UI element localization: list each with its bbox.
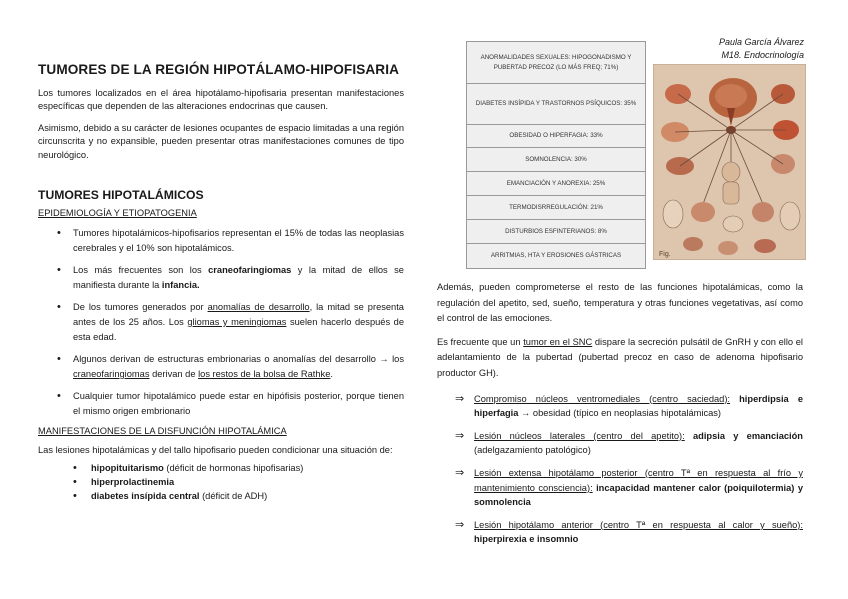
list-item: • hipopituitarismo (déficit de hormonas hipofisarias): [38, 461, 404, 475]
left-column: [38, 62, 404, 504]
list-item: ⇒ Lesión hipotálamo anterior (centro Tª en respuesta al calor y sueño): hiperpirexia e insomnio: [455, 518, 803, 545]
author-course: M18. Endocrinología: [721, 50, 804, 60]
table-cell: SOMNOLENCIA: 30%: [467, 148, 646, 172]
list-item: • Tumores hipotalámicos-hipofisarios representan el 15% de todas las neoplasias cerebrales y el 10% son hipotalámicos.: [38, 226, 404, 255]
list-item: • Los más frecuentes son los craneofaringiomas y la mitad de ellos se manifiesta durante la infancia.: [38, 263, 404, 292]
table-row: [467, 196, 646, 220]
epi-list: [38, 226, 404, 419]
endocrine-system-illustration-icon: [653, 64, 806, 260]
list-item: ⇒ Lesión núcleos laterales (centro del apetito): adipsia y emanciación (adelgazamiento patológico): [455, 429, 803, 456]
arrow-list: [437, 392, 803, 547]
list-item: • De los tumores generados por anomalías de desarrollo, la mitad se presenta antes de los 25 años. Los gliomas y meningiomas suelen hacerlo después de esta edad.: [38, 300, 404, 344]
table-row: [467, 220, 646, 244]
table-cell: DISTURBIOS ESFINTERIANOS: 8%: [467, 220, 646, 244]
table-row: [467, 84, 646, 125]
manif-subtitle: MANIFESTACIONES DE LA DISFUNCIÓN HIPOTALÁMICA: [38, 425, 287, 436]
manif-intro: Las lesiones hipotalámicas y del tallo hipofisario pueden condicionar una situación de:: [38, 444, 393, 455]
list-item: ⇒ Lesión extensa hipotálamo posterior (centro Tª en respuesta al frío y mantenimiento consciencia): incapacidad mantener calor (poiquilotermia) y somnolencia: [455, 466, 803, 508]
stats-table: [466, 41, 646, 269]
table-cell: EMANCIACIÓN Y ANOREXIA: 25%: [467, 172, 646, 196]
arrow-icon: ⇒: [455, 466, 465, 479]
table-row: [467, 42, 646, 84]
intro-paragraph-1: Los tumores localizados en el área hipotálamo-hipofisaria presentan manifestaciones específicas que dependen de las alteraciones endocrinas que causen.: [38, 88, 404, 112]
table-row: [467, 244, 646, 269]
author-block: [719, 36, 804, 62]
arrow-icon: ⇒: [455, 518, 465, 531]
list-item: • Algunos derivan de estructuras embrionarias o anomalías del desarrollo → los craneofaringiomas derivan de los restos de la bolsa de Rathke.: [38, 352, 404, 381]
right-paragraph-1: Además, pueden comprometerse el resto de las funciones hipotalámicas, como la regulación del apetito, sed, sueño, temperatura y otras funciones vegetativas, así como el control de las emociones.: [437, 282, 803, 324]
manif-list: [38, 461, 404, 504]
table-row: [467, 172, 646, 196]
arrow-icon: ⇒: [455, 429, 465, 442]
table-cell: OBESIDAD O HIPERFAGIA: 33%: [467, 125, 646, 148]
list-item: • Cualquier tumor hipotalámico puede estar en hipófisis posterior, porque tienen el mismo origen embrionario: [38, 389, 404, 418]
table-cell: ANORMALIDADES SEXUALES: HIPOGONADISMO Y PUBERTAD PRECOZ (LO MÁS FREQ; 71%): [467, 42, 646, 84]
table-row: [467, 148, 646, 172]
section-title: TUMORES HIPOTALÁMICOS: [38, 188, 204, 203]
page-title: TUMORES DE LA REGIÓN HIPOTÁLAMO-HIPOFISARIA: [38, 62, 400, 77]
right-column: [437, 280, 803, 555]
figure-caption: Fig.: [659, 251, 671, 258]
table-cell: ARRITMIAS, HTA Y EROSIONES GÁSTRICAS: [467, 244, 646, 269]
list-item: • hiperprolactinemia: [38, 475, 404, 489]
arrow-icon: ⇒: [455, 392, 465, 405]
right-paragraph-2: Es frecuente que un tumor en el SNC dispare la secreción pulsátil de GnRH y con ello el adelantamiento de la pubertad (pubertad precoz en caso de adenoma hipofisario productor GH).: [437, 336, 803, 378]
author-name: Paula García Álvarez: [718, 37, 804, 47]
list-item: ⇒ Compromiso núcleos ventromediales (centro saciedad): hiperdipsia e hiperfagia → obesidad (típico en neoplasias hipotalámicas): [455, 392, 803, 419]
intro-paragraph-2: Asimismo, debido a su carácter de lesiones ocupantes de espacio limitadas a una región circunscrita y no expansible, pueden presentar otras manifestaciones comunes de tipo neurológico.: [38, 122, 404, 160]
table-row: [467, 125, 646, 148]
list-item: • diabetes insípida central (déficit de ADH): [38, 489, 404, 503]
epi-subtitle: EPIDEMIOLOGÍA Y ETIOPATOGENIA: [38, 208, 197, 219]
table-cell: TERMODISRREGULACIÓN: 21%: [467, 196, 646, 220]
table-cell: DIABETES INSÍPIDA Y TRASTORNOS PSÍQUICOS: 35%: [467, 84, 646, 125]
